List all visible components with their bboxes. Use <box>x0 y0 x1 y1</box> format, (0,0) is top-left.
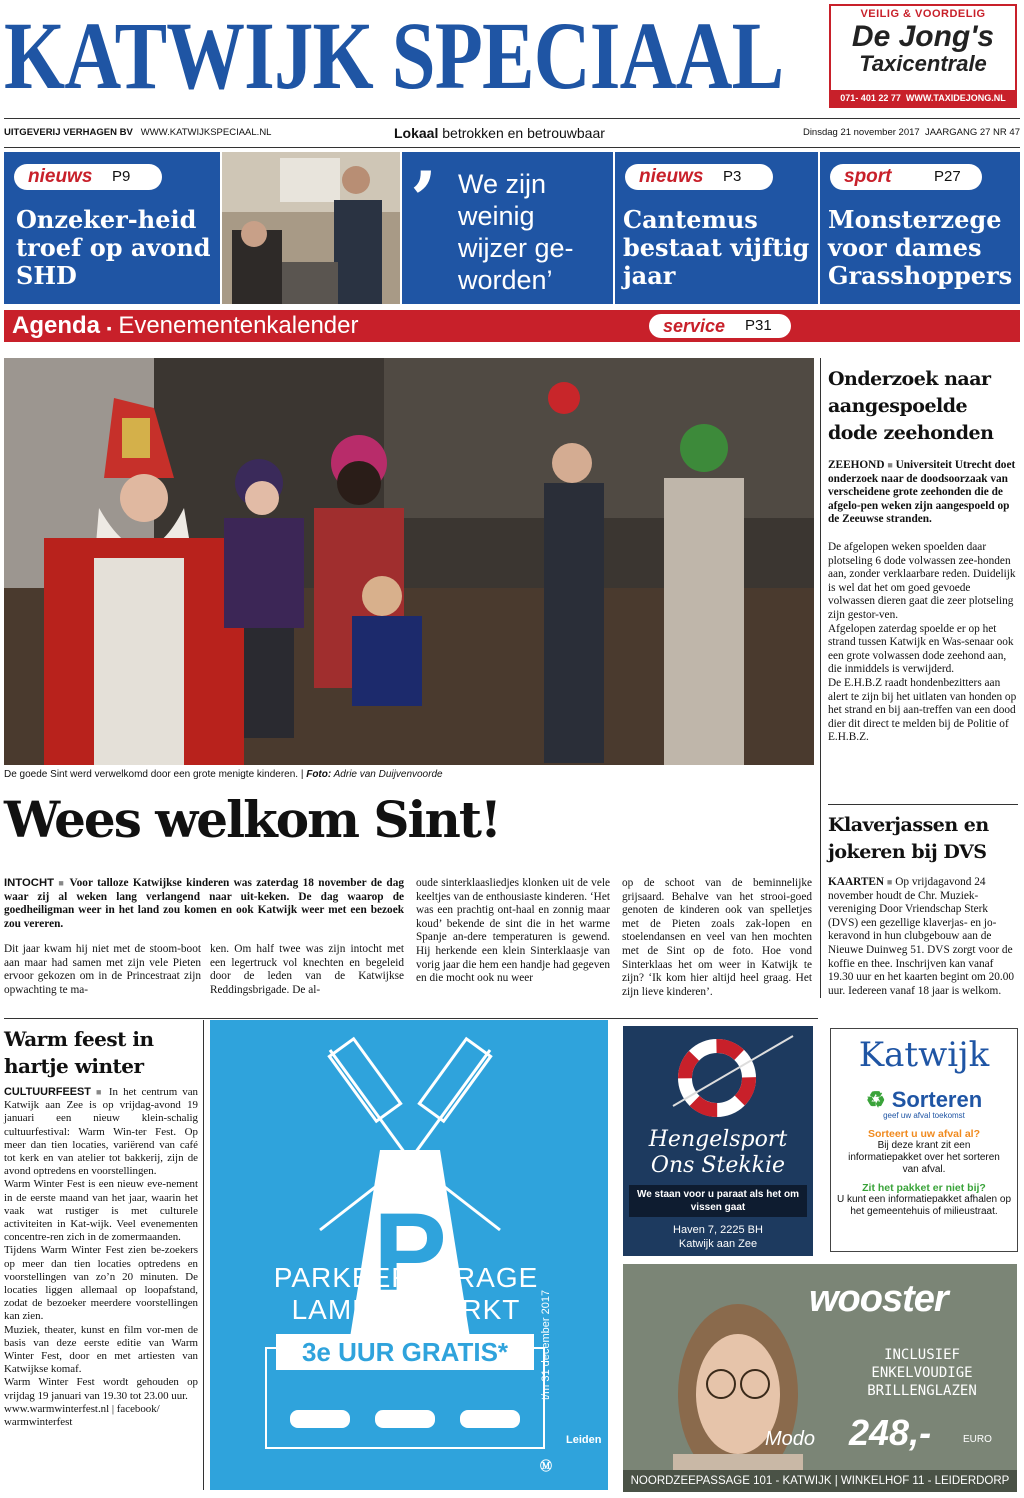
hengel-slogan: We staan voor u paraat als het om vissen gaat <box>629 1185 807 1217</box>
page-ref: P9 <box>112 168 131 185</box>
kicker: ZEEHOND <box>828 459 885 471</box>
hengel-name-1: Hengelsport <box>648 1127 788 1152</box>
section-divider <box>4 1018 818 1019</box>
page-ref: P31 <box>745 317 772 334</box>
zeehond-headline: Onderzoek naar aangespoelde dode zeehonden <box>828 368 994 444</box>
main-col-3: oude sinterklaasliedjes klonken uit de vele keeltjes van de enthousiaste kinderen. ‘Het was een prachtig ont-haal en zonnig maar koud’ bekende de sint die in het warme Spanje an-dere temperaturen is gewend. Hij herkende een klein Sinterklaasje van vorig jaar die hem een handje had gegeven en die mocht ook nu weer <box>416 877 610 985</box>
main-col-1: Dit jaar kwam hij niet met de stoom-boot aan maar had samen met zijn vele Pieten ervoor gekozen om in de Princestraat zijn opwachting te ma- <box>4 943 201 996</box>
katwijk-logo: Katwijk <box>858 1035 990 1075</box>
website-link[interactable]: WWW.KATWIJKSPECIAAL.NL <box>140 127 272 138</box>
winterfest-links[interactable]: www.warmwinterfest.nl | facebook/ warmwinterfest <box>4 1402 160 1429</box>
lead-text: Voor talloze Katwijkse kinderen was zaterdag 18 november de dag waar zij al weken lang verlangend naar uit-keken. De dag waarop de goedheiligman weer in het land zou komen en ook Katwijk weer met een bezoek zou vereren. <box>4 877 405 930</box>
teaser-quote-text: We zijn weinig wijzer ge-worden’ <box>458 169 574 295</box>
hengel-addr-2: Katwijk aan Zee <box>678 1238 758 1250</box>
section-label: service <box>663 316 726 336</box>
winterfest-p2: Warm Winter Fest is een nieuw eve-nement in de eerste maand van het jaar, waarin het vaak wat rustiger is met culturele activiteiten in Kat-wijk. Veel evenementen concentre-ren zich in de zomermaanden. <box>4 1178 198 1244</box>
section-divider <box>828 804 1018 805</box>
wooster-address: NOORDZEEPASSAGE 101 - KATWIJK | WINKELHOF 11 - LEIDERDORP <box>623 1470 1017 1492</box>
taxi-ad-contact <box>831 90 1015 106</box>
issue-date: Dinsdag 21 november 2017 <box>802 127 920 138</box>
wooster-currency: EURO <box>963 1434 992 1445</box>
hengelsport-ad[interactable] <box>623 1026 813 1256</box>
parking-line-1: PARKEERGARAGE <box>273 1262 539 1293</box>
teaser-cantemus[interactable] <box>615 152 818 304</box>
parking-offer: 3e UUR GRATIS* <box>276 1334 534 1370</box>
slogan <box>394 119 605 147</box>
agenda-label: Agenda <box>12 312 101 339</box>
sorteren-tagline: geef uw afval toekomst <box>883 1111 965 1120</box>
lead-text: In het centrum van Katwijk aan Zee is op vrijdag-avond 19 januari een nieuw klein-schalig cultuurfestival: Warm Win-ter Fest. Op meer dan tien locaties, variërend van café tot kerk en van atelier tot bakkerij, zijn de avond optredens en voorstellingen. <box>4 1086 198 1178</box>
winterfest-p4: Muziek, theater, kunst en film vor-men de basis van deze eerste editie van Warm Winter Fest, door en met artiesten van Katwijkse komaf. <box>4 1323 198 1376</box>
caption-separator: | <box>298 769 307 780</box>
lead-text: Universiteit Utrecht doet onderzoek naar de doodsoorzaak van verscheidene grote zeehonden die de afgelo-pen weken zijn aangespoeld op de Zeeuwse stranden. <box>828 459 1016 526</box>
masthead-title: KATWIJK SPECIAAL <box>4 2 784 109</box>
wooster-ad[interactable] <box>623 1264 1017 1492</box>
windmill-icon <box>210 1020 608 1490</box>
parking-brand: Leiden <box>566 1434 602 1446</box>
issue-line <box>803 119 1020 147</box>
page-ref: P3 <box>723 168 742 185</box>
caption-credit: Adrie van Duijvenvoorde <box>331 769 443 780</box>
taxi-ad-tagline: VEILIG & VOORDELIG <box>860 8 986 20</box>
parking-note: t/m 31 december 2017 <box>540 1289 552 1400</box>
svg-text:P: P <box>373 1191 447 1314</box>
zeehond-lead <box>828 459 1018 527</box>
taxi-ad[interactable] <box>829 4 1017 108</box>
katwijk-text-1: Bij deze krant zit een informatiepakket over het sorteren van afval. <box>848 1140 1000 1175</box>
slogan-rest: betrokken en betrouwbaar <box>438 125 605 141</box>
winterfest-lead <box>4 1086 198 1178</box>
sorteren-label: Sorteren <box>891 1087 983 1112</box>
column-divider <box>203 1020 204 1490</box>
publisher-line <box>4 119 271 147</box>
wooster-model: Modo <box>765 1428 816 1450</box>
taxi-ad-site: WWW.TAXIDEJONG.NL <box>905 93 1006 103</box>
taxi-ad-name: De Jong's <box>851 20 995 53</box>
agenda-separator: ▪ <box>106 320 112 336</box>
agenda-bar[interactable] <box>4 310 1020 342</box>
section-label: nieuws <box>639 166 704 187</box>
katwijk-sorteren-ad[interactable] <box>830 1028 1018 1252</box>
publisher: UITGEVERIJ VERHAGEN BV <box>4 127 133 138</box>
wooster-promo: INCLUSIEF ENKELVOUDIGE BRILLENGLAZEN <box>867 1347 977 1399</box>
column-divider <box>820 358 821 998</box>
zeehond-body-1: De afgelopen weken spoelden daar plotseling 6 dode volwassen zee-honden aan, zonder verklaarbare reden. Duidelijk is wel dat het om goed gevoede volwassen dieren gaat die zeer plotseling zijn gestor-ven. <box>828 540 1016 621</box>
section-label: nieuws <box>28 166 93 187</box>
body-text: Op vrijdagavond 24 november houdt de Chr. Muziek-vereniging Door Vriendschap Sterk (DVS) een gezellige klaverjas- en jo-keravond in hun clubgebouw aan de Nieuwe Duinweg 51. DVS zorgt voor de koffie en thee. Inschrijven kan vanaf 19.30 uur en het kaarten begint om 20.00 uur. Iedereen vanaf 18 jaar is welkom. <box>828 876 1015 997</box>
info-bar <box>4 118 1020 148</box>
agenda-text: Evenementenkalender <box>118 312 359 339</box>
taxi-ad-phone: 071- 401 22 77 <box>840 93 901 103</box>
issue-number: JAARGANG 27 NR 47 <box>924 127 1020 138</box>
teaser-shd[interactable] <box>4 152 220 304</box>
section-badge <box>625 164 773 190</box>
zeehond-body-2: Afgelopen zaterdag spoelde er op het strand tussen Katwijk en Was-senaar ook een grote volwassen dode zeehond aan, die inmiddels is verwijderd. <box>828 622 1014 676</box>
hengel-addr-1: Haven 7, 2225 BH <box>673 1224 763 1236</box>
teaser-quote[interactable] <box>402 152 613 304</box>
winterfest-headline: Warm feest in hartje winter <box>4 1027 154 1078</box>
main-col-4: op de schoot van de beminnelijke grijsaard. Behalve van het strooi-goed genoten de kinderen ook van spelletjes met de Pieten zoals zak-lopen en stoelendansen en veel van hen mochten met de Sint op de foto. Hoe vond Sinterklaas het om weer in Katwijk te zijn? ‘Ik kom hier altijd heel graag. Het zijn lieve kinderen’. <box>622 877 812 998</box>
teaser-photo <box>222 152 400 304</box>
article-dvs <box>828 812 1018 998</box>
parking-line-2: LAMMERMARKT <box>291 1294 521 1325</box>
main-headline: Wees welkom Sint! <box>4 790 500 849</box>
section-label: sport <box>844 166 892 187</box>
photo-caption <box>4 769 443 780</box>
katwijk-question-2: Zit het pakket er niet bij? <box>862 1182 986 1194</box>
hengel-name-2: Ons Stekkie <box>650 1153 786 1178</box>
main-col-2: ken. Om half twee was zijn intocht met een legertruck vol knechten en begeleid door de leden van de Katwijkse Reddingsbrigade. De al- <box>210 943 404 996</box>
dvs-body <box>828 876 1018 998</box>
teaser-grasshoppers[interactable] <box>820 152 1020 304</box>
winterfest-p3: Tijdens Warm Winter Fest zien be-zoekers op meer dan tien locaties optredens en voorstellingen van zo’n 20 minuten. De locaties liggen allemaal op loopafstand, zodat de bezoeker meerdere voorstellingen kan zien. <box>4 1244 198 1323</box>
service-badge <box>649 314 791 338</box>
section-badge <box>830 164 982 190</box>
quote-mark-icon: ’ <box>410 155 438 246</box>
kicker: KAARTEN <box>828 876 885 888</box>
teaser-photo-image <box>222 152 400 304</box>
katwijk-text-2: U kunt een informatiepakket afhalen op het gemeentehuis of milieustraat. <box>837 1194 1011 1217</box>
page-ref: P27 <box>934 168 961 185</box>
kicker: INTOCHT <box>4 877 54 889</box>
kicker-bullet-icon: ■ <box>58 878 66 888</box>
kicker-bullet-icon: ■ <box>886 877 893 887</box>
article-winterfest <box>4 1026 198 1429</box>
main-lead <box>4 877 404 931</box>
kicker-bullet-icon: ■ <box>96 1087 104 1097</box>
sorteren-brand <box>831 1089 1017 1111</box>
caption-text: De goede Sint werd verwelkomd door een grote menigte kinderen. <box>4 769 299 780</box>
caption-credit-label: Foto: <box>306 769 332 780</box>
taxi-ad-subtitle: Taxicentrale <box>859 51 987 76</box>
kicker-bullet-icon: ■ <box>887 460 893 470</box>
wooster-logo: wooster <box>809 1278 948 1320</box>
teaser-headline: Cantemus bestaat vijftig jaar <box>623 205 810 290</box>
katwijk-question-1: Sorteert u uw afval al? <box>867 1128 981 1140</box>
svg-text:Ⓜ: Ⓜ <box>540 1459 553 1473</box>
kicker: CULTUURFEEST <box>4 1086 91 1098</box>
lifebuoy-icon <box>623 1026 813 1122</box>
article-zeehond <box>828 366 1018 745</box>
teaser-headline: Onzeker-heid troef op avond SHD <box>16 205 211 290</box>
recycle-icon: ♻ <box>865 1087 886 1112</box>
teaser-headline: Monsterzege voor dames Grasshoppers <box>828 205 1013 290</box>
slogan-bold: Lokaal <box>394 125 439 141</box>
dvs-headline: Klaverjassen en jokeren bij DVS <box>828 814 989 863</box>
winterfest-p5: Warm Winter Fest wordt gehouden op vrijdag 19 januari van 19.30 tot 23.00 uur. <box>4 1376 198 1402</box>
section-badge <box>14 164 162 190</box>
main-photo <box>4 358 814 765</box>
parking-ad[interactable] <box>210 1020 608 1490</box>
wooster-price: 248,- <box>849 1412 932 1453</box>
sinterklaas-photo <box>4 358 814 765</box>
zeehond-body-3: De E.H.B.Z raadt hondenbezitters aan alert te zijn bij het uitlaten van honden op het strand en bij aan-treffen van een dood dier dit direct te melden bij de Politie of E.H.B.Z. <box>828 676 1017 744</box>
